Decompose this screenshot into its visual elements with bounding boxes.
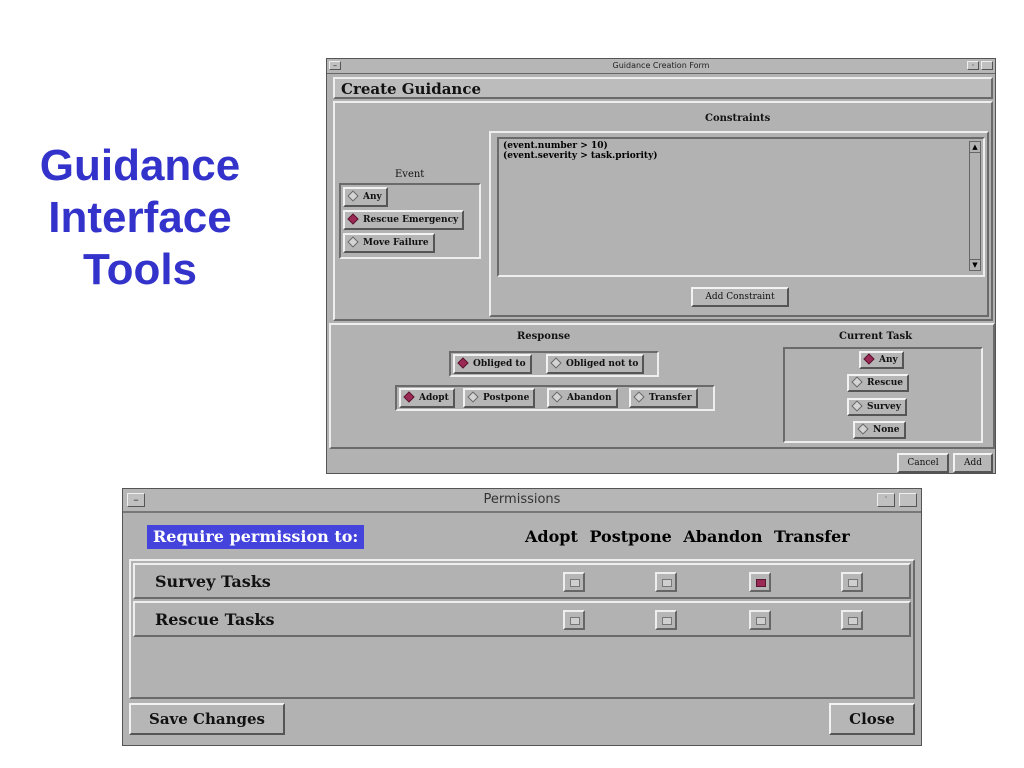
constraints-frame (489, 131, 989, 317)
constraint-line: (event.number > 10) (503, 141, 608, 151)
permission-rows-area (129, 559, 915, 699)
cancel-button[interactable]: Cancel (897, 453, 949, 473)
task-survey-radio[interactable] (847, 398, 907, 416)
event-label: Event (395, 169, 425, 180)
page-title: Create Guidance (341, 80, 482, 98)
radio-label: Obliged to (473, 359, 526, 369)
radio-label: Transfer (649, 393, 692, 403)
radio-label: Abandon (567, 393, 612, 403)
obliged-to-radio[interactable] (453, 354, 532, 374)
window-menu-icon[interactable]: – (127, 493, 145, 507)
radio-diamond-icon (347, 213, 358, 224)
slide-title (10, 140, 270, 296)
window-title: Permissions (483, 492, 561, 507)
event-option-any[interactable] (343, 187, 388, 207)
radio-diamond-icon (347, 190, 358, 201)
constraints-textarea[interactable] (497, 137, 985, 277)
constraints-section (333, 101, 993, 321)
require-permission-label: Require permission to: (147, 525, 364, 549)
event-option-label: Any (363, 192, 382, 202)
constraints-label: Constraints (705, 113, 771, 124)
event-radio-group (339, 183, 481, 259)
permissions-window (122, 488, 922, 746)
survey-adopt-checkbox[interactable] (563, 572, 585, 592)
radio-label: Rescue (867, 378, 904, 388)
add-constraint-button[interactable]: Add Constraint (691, 287, 789, 307)
obliged-not-to-radio[interactable] (546, 354, 644, 374)
column-header-abandon: Abandon (683, 527, 763, 546)
window-title: Guidance Creation Form (612, 61, 710, 70)
rescue-adopt-checkbox[interactable] (563, 610, 585, 630)
radio-diamond-icon (550, 357, 561, 368)
radio-diamond-icon (347, 236, 358, 247)
obligation-radio-group (449, 351, 659, 377)
scroll-down-arrow-icon[interactable]: ▼ (970, 259, 980, 270)
response-section (329, 323, 995, 449)
minimize-icon[interactable]: · (877, 493, 895, 507)
maximize-icon[interactable] (899, 493, 917, 507)
scroll-up-arrow-icon[interactable]: ▲ (970, 142, 980, 153)
maximize-icon[interactable] (981, 61, 993, 70)
task-radio-group (783, 347, 983, 443)
rescue-postpone-checkbox[interactable] (655, 610, 677, 630)
radio-diamond-icon (857, 423, 868, 434)
radio-label: Obliged not to (566, 359, 639, 369)
action-postpone-radio[interactable] (463, 388, 535, 408)
radio-diamond-icon (851, 400, 862, 411)
survey-postpone-checkbox[interactable] (655, 572, 677, 592)
row-label-rescue-tasks: Rescue Tasks (155, 610, 275, 629)
minimize-icon[interactable]: · (967, 61, 979, 70)
action-radio-group (395, 385, 715, 411)
guidance-titlebar (327, 59, 995, 74)
current-task-label: Current Task (839, 331, 913, 342)
radio-diamond-icon (633, 391, 644, 402)
radio-diamond-icon (551, 391, 562, 402)
add-button[interactable]: Add (953, 453, 993, 473)
radio-diamond-icon (851, 376, 862, 387)
response-label: Response (517, 331, 571, 342)
guidance-window (326, 58, 996, 474)
survey-transfer-checkbox[interactable] (841, 572, 863, 592)
window-menu-icon[interactable]: – (329, 61, 341, 70)
radio-label: Any (879, 355, 898, 365)
header-bar (333, 77, 993, 99)
permission-columns (525, 527, 850, 546)
row-label-survey-tasks: Survey Tasks (155, 572, 271, 591)
slide-title-line: Guidance (39, 141, 241, 190)
radio-diamond-icon (403, 391, 414, 402)
constraint-line: (event.severity > task.priority) (503, 151, 658, 161)
table-row (133, 563, 911, 599)
action-adopt-radio[interactable] (399, 388, 455, 408)
radio-label: None (873, 425, 900, 435)
action-abandon-radio[interactable] (547, 388, 618, 408)
event-option-move-failure[interactable] (343, 233, 435, 253)
radio-diamond-icon (863, 353, 874, 364)
permissions-titlebar (123, 489, 921, 513)
table-row (133, 601, 911, 637)
event-option-label: Move Failure (363, 238, 429, 248)
save-changes-button[interactable]: Save Changes (129, 703, 285, 735)
task-rescue-radio[interactable] (847, 374, 909, 392)
radio-diamond-icon (457, 357, 468, 368)
column-header-transfer: Transfer (774, 527, 850, 546)
column-header-adopt: Adopt (525, 527, 578, 546)
slide-title-line: Interface (48, 193, 232, 242)
radio-label: Survey (867, 402, 901, 412)
rescue-transfer-checkbox[interactable] (841, 610, 863, 630)
vertical-scrollbar[interactable] (969, 141, 981, 271)
event-option-rescue-emergency[interactable] (343, 210, 464, 230)
close-button[interactable]: Close (829, 703, 915, 735)
action-transfer-radio[interactable] (629, 388, 698, 408)
slide-title-line: Tools (82, 245, 198, 294)
radio-diamond-icon (467, 391, 478, 402)
radio-label: Adopt (419, 393, 449, 403)
task-none-radio[interactable] (853, 421, 906, 439)
radio-label: Postpone (483, 393, 530, 403)
rescue-abandon-checkbox[interactable] (749, 610, 771, 630)
task-any-radio[interactable] (859, 351, 904, 369)
survey-abandon-checkbox[interactable] (749, 572, 771, 592)
event-option-label: Rescue Emergency (363, 215, 459, 225)
column-header-postpone: Postpone (589, 527, 672, 546)
